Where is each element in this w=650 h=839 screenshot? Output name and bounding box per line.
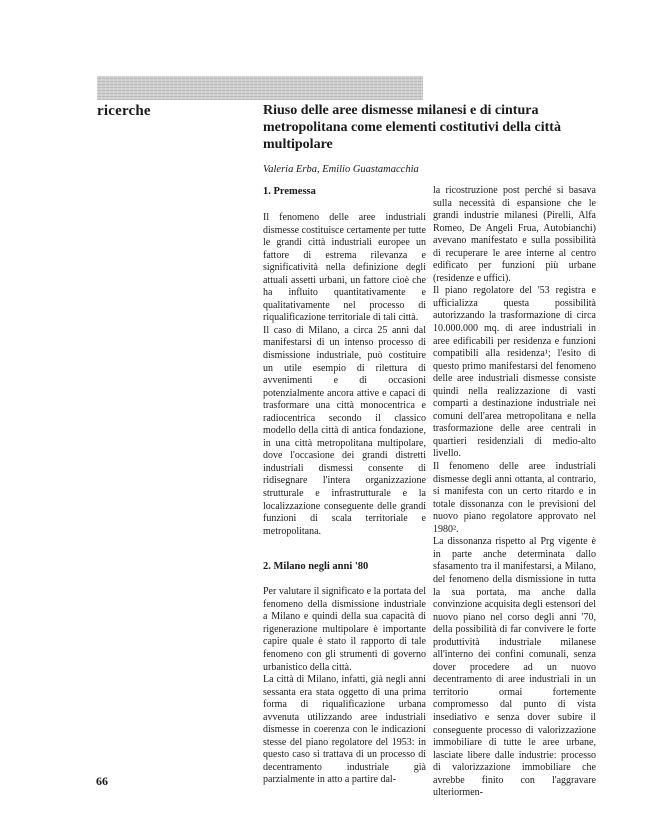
left-column xyxy=(263,185,426,787)
paragraph: Il fenomeno delle aree industriali dismesse costituisce certamente per tutte le grandi città industriali europee un fattore di estrema rilevanza e significatività nella definizione degli attuali assetti urbani, un fattore cioè che ha influito quantitativamente e qualitativamente nel processo di riqualificazione territoriale di tali città. xyxy=(263,212,426,324)
article-title: Riuso delle aree dismesse milanesi e di cintura metropolitana come elementi costitutivi della città multipolare xyxy=(263,103,561,152)
page-number: 66 xyxy=(96,774,108,788)
paragraph: la ricostruzione post perché si basava sulla necessità di espansione che le grandi industrie milanesi (Pirelli, Alfa Romeo, De Angeli Frua, Autobianchi) avevano manifestato e sulla possibilità di recuperare le aree interne al centro edificato per funzioni più urbane (residenze e uffici). xyxy=(433,185,596,284)
paragraph: Il fenomeno delle aree industriali dismesse degli anni ottanta, al contrario, si manifesta con un certo ritardo e in totale dissonanza con le previsioni del nuovo piano regolatore approvato nel 1980². xyxy=(433,461,596,535)
right-column xyxy=(433,185,596,800)
header-band xyxy=(97,76,423,100)
section-heading: 2. Milano negli anni '80 xyxy=(263,561,369,573)
section-heading: 1. Premessa xyxy=(263,186,316,197)
paragraph: Il caso di Milano, a circa 25 anni dal manifestarsi di un intenso processo di dismissione industriale, può costituire un utile esempio di rilettura di avvenimenti e di occasioni potenzialmente ancora attive e capaci di trasformare una città monocentrica e radiocentrica secondo il classico modello della città di antica fondazione, in una città metropolitana multipolare, dove l'occasione dei grandi distretti industriali dismessi consente di ridisegnare l'intera organizzazione strutturale e infrastrutturale e la localizzazione conseguente delle grandi funzioni di scala territoriale e metropolitana. xyxy=(263,324,426,537)
paragraph: La città di Milano, infatti, già negli anni sessanta era stata oggetto di una prima forma di riqualificazione urbana avvenuta utilizzando aree industriali dismesse in coerenza con le indicazioni stesse del piano regolatore del 1953: in questo caso si trattava di un processo di decentramento industriale già parzialmente in atto a partire dal- xyxy=(263,674,426,786)
section-label: ricerche xyxy=(97,103,151,119)
paragraph: Il piano regolatore del '53 registra e ufficializza questa possibilità autorizzando la trasformazione di circa 10.000.000 mq. di aree industriali in aree edificabili per residenza e funzioni compatibili alla residenza¹; l'esito di questo primo manifestarsi del fenomeno delle aree industriali dismesse consiste quindi nella realizzazione di vasti comparti a destinazione industriale nei comuni dell'area metropolitana e nella trasformazione delle aree centrali in quartieri residenziali di medio-alto livello. xyxy=(433,285,596,460)
article-authors: Valeria Erba, Emilio Guastamacchia xyxy=(263,164,419,175)
paragraph: La dissonanza rispetto al Prg vigente è in parte anche determinata dallo sfasamento tra il manifestarsi, a Milano, del fenomeno della dismissione in tutta la sua portata, ma anche dalla convinzione acquisita degli estensori del nuovo piano nel corso degli anni '70, della possibilità di far convivere le forte produttività industriale milanese all'interno dei confini comunali, senza dover procedere ad un nuovo decentramento di aree industriali in un territorio ormai fortemente compromesso dal punto di vista insediativo e senza dover subire il conseguente processo di valorizzazione immobiliare di tutte le aree urbane, lasciate libere dalle industrie: processo di valorizzazione immobiliare che avrebbe finito con l'aggravare ulteriormen- xyxy=(433,536,596,799)
paragraph: Per valutare il significato e la portata del fenomeno della dismissione industriale a Milano e quindi della sua capacità di rigenerazione multipolare è importante capire quale è stato il rapporto di tale fenomeno con gli strumenti di governo urbanistico della città. xyxy=(263,586,426,673)
